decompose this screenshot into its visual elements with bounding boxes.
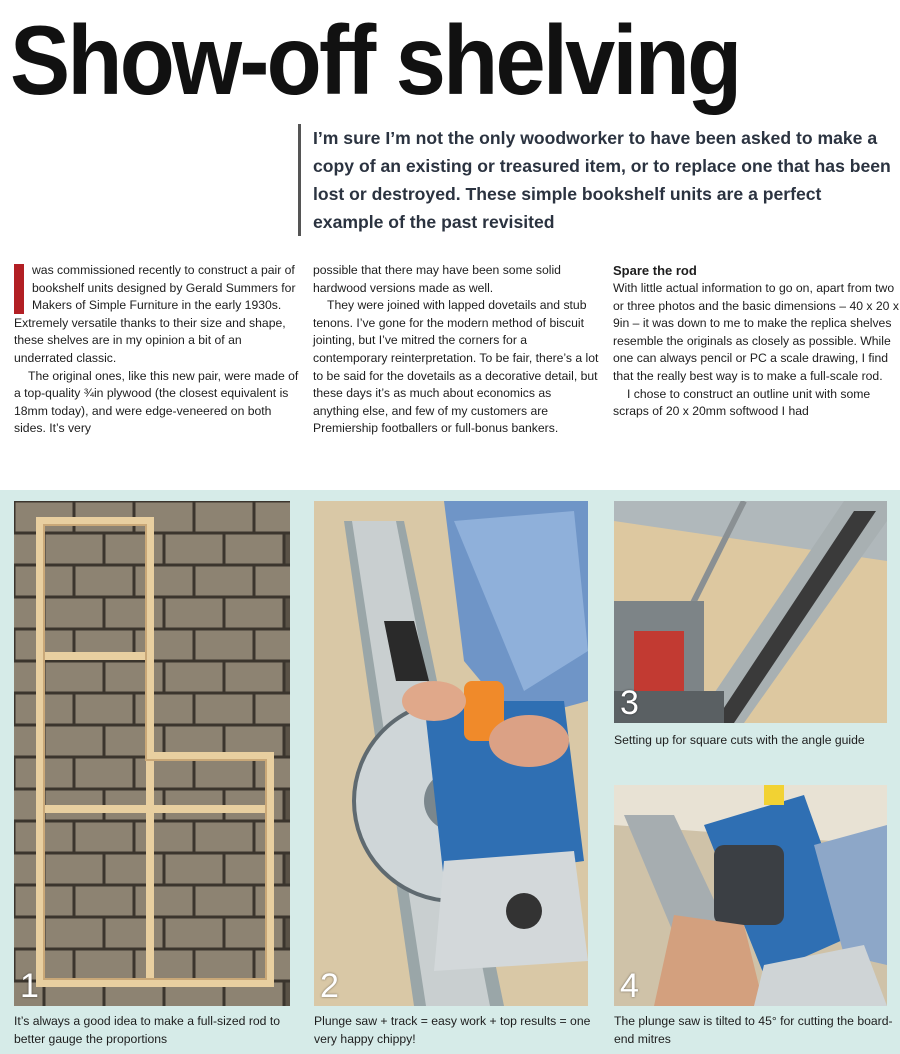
article-column-3	[613, 262, 899, 421]
article-column-1	[14, 262, 300, 438]
paragraph: They were joined with lapped dovetails and stub tenons. I’ve gone for the modern method of biscuit jointing, but I’ve mitred the corners for a contemporary reinterpretation. To be fair, there’s a lot to be said for the dovetails as a decorative detail, but these days it’s as much about economics as anything else, and few of my customers are Premiership footballers or full-bonus bankers.	[313, 298, 599, 436]
angle-guide-illustration	[614, 501, 887, 723]
section-subhead: Spare the rod	[613, 263, 697, 278]
photo-caption: Setting up for square cuts with the angle guide	[614, 733, 865, 747]
article-column-2	[313, 262, 599, 438]
photo-number: 4	[620, 967, 639, 1005]
photo-caption: Plunge saw + track = easy work + top results = one very happy chippy!	[314, 1014, 591, 1046]
brick-wall-illustration	[14, 501, 290, 1006]
paragraph: With little actual information to go on, apart from two or three photos and the basic dimensions – 40 x 20 x 9in – it was down to me to make the replica shelves resemble the originals as closely as possible. While one can always pencil or PC a scale drawing, I find that the really best way is to make a full-scale rod.	[613, 281, 899, 383]
photo-caption: The plunge saw is tilted to 45° for cutting the board-end mitres	[614, 1014, 893, 1046]
photo-number: 2	[320, 967, 339, 1005]
page-title: Show-off shelving	[10, 5, 740, 115]
paragraph: was commissioned recently to construct a pair of bookshelf units designed by Gerald Summers for Makers of Simple Furniture in the early 1930s. Extremely versatile thanks to their size and shape, these shelves are in my opinion a bit of an underrated classic.	[14, 263, 296, 365]
photo-tilted-saw	[614, 785, 887, 1006]
drop-cap-marker	[14, 264, 24, 314]
paragraph: possible that there may have been some solid hardwood versions made as well.	[313, 263, 561, 295]
photo-number: 3	[620, 684, 639, 722]
tilted-saw-illustration	[614, 785, 887, 1006]
standfirst: I’m sure I’m not the only woodworker to have been asked to make a copy of an existing or treasured item, or to replace one that has been lost or destroyed. These simple bookshelf units are a perfect example of the past revisited	[298, 124, 894, 236]
photo-caption: It’s always a good idea to make a full-sized rod to better gauge the proportions	[14, 1014, 281, 1046]
paragraph: I chose to construct an outline unit with some scraps of 20 x 20mm softwood I had	[613, 386, 871, 419]
photo-angle-guide	[614, 501, 887, 723]
plunge-saw-illustration	[314, 501, 588, 1006]
photo-number: 1	[20, 967, 39, 1005]
photo-plunge-saw	[314, 501, 588, 1006]
paragraph: The original ones, like this new pair, were made of a top-quality ¾in plywood (the closest equivalent is 18mm today), and were edge-veneered on both sides. It’s very	[14, 368, 299, 436]
photo-rod-frame	[14, 501, 290, 1006]
